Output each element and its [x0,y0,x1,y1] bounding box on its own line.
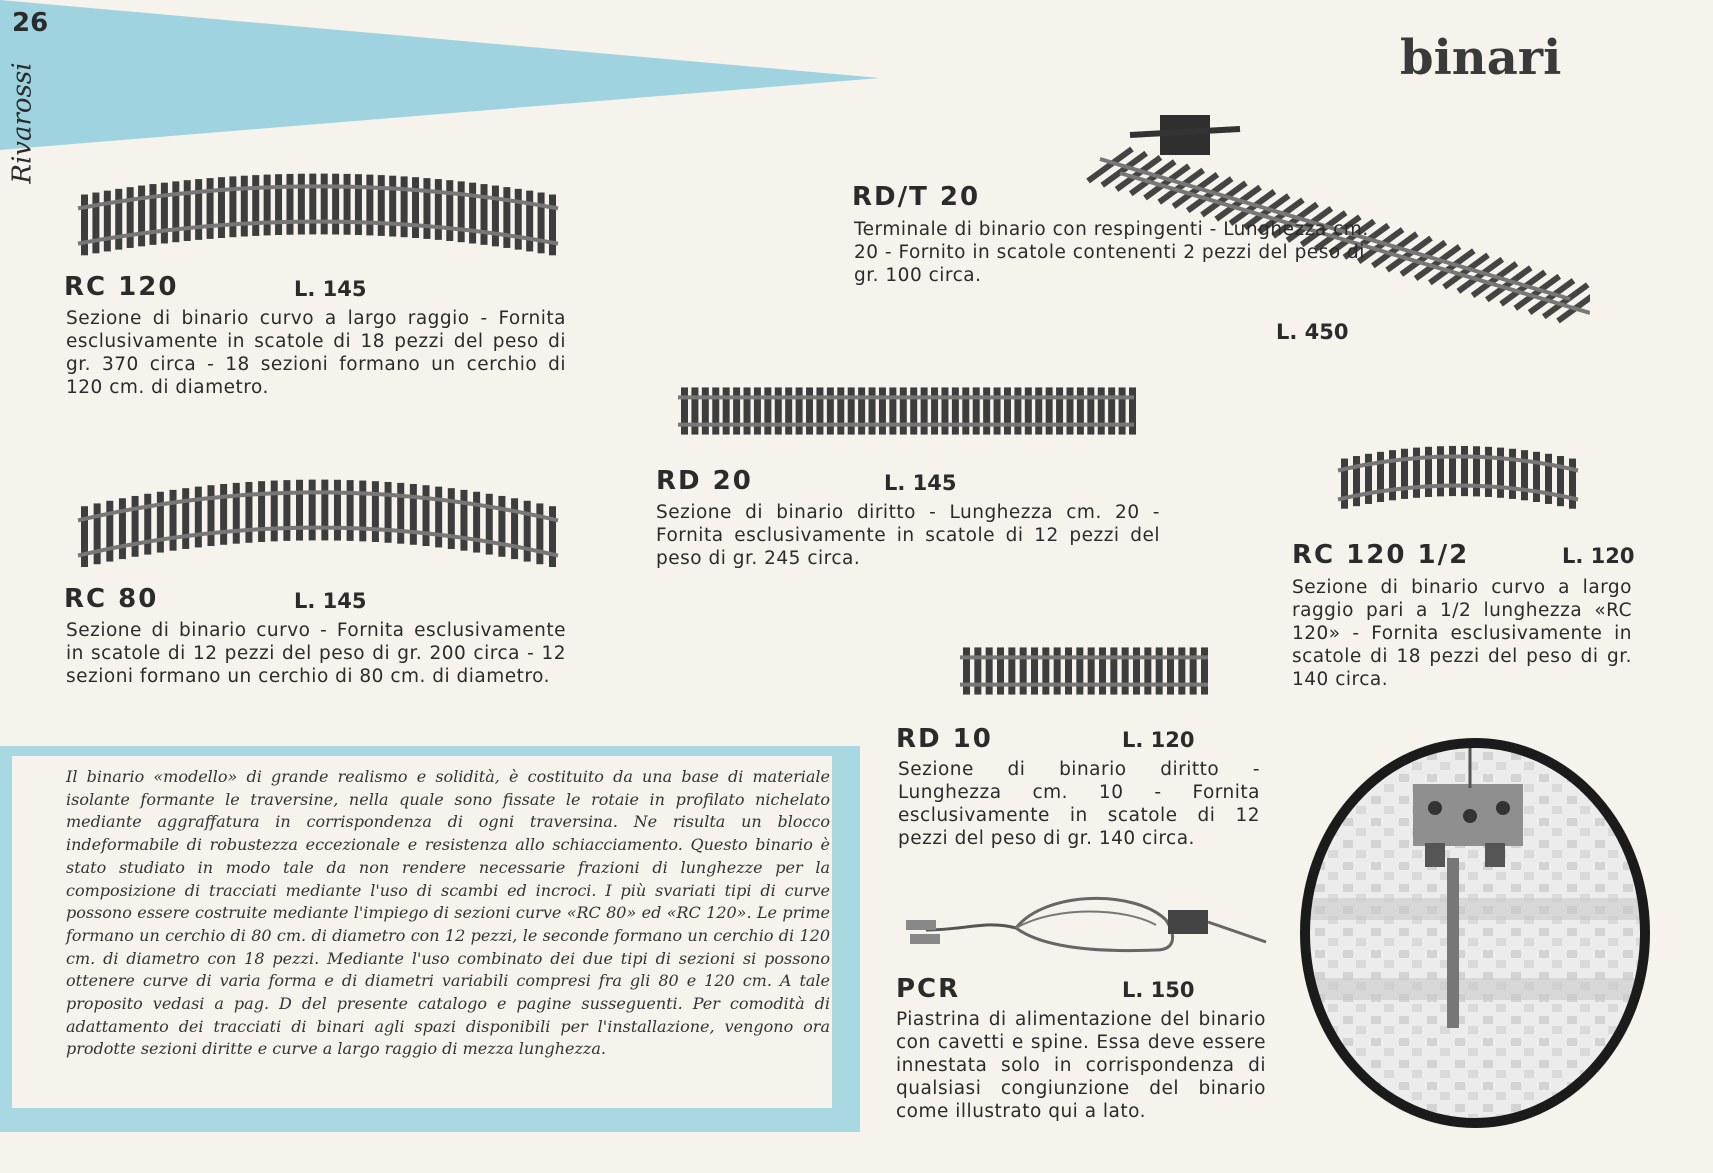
product-description: Piastrina di alimentazione del binario con cavetti e spine. Essa deve essere innestata solo in corrispondenza di qualsiasi congiunzione del binario come illustrato qui a lato. [896,1009,1266,1122]
power-cable-icon [906,880,1276,970]
product-description: Terminale di binario con respingenti - Lunghezza cm. 20 - Fornito in scatole contenenti 2 pezzi del peso di gr. 100 circa. [854,219,1369,286]
curved-track-icon [1338,438,1578,504]
info-text: Il binario «modello» di grande realismo e solidità, è costituito da una base di materiale isolante formante le traversine, nella quale sono fissate le rotaie in profilato nichelato mediante aggraffatura in corrispondenza di ogni traversina. Ne risulta un blocco indeformabile di robustezza eccezionale e resistenza allo schiacciamento. Questo binario è stato studiato in modo tale da non rendere necessarie frazioni di lunghezze per la composizione di tracciati mediante l'uso di scambi ed incroci. I più svariati tipi di curve possono essere costruite mediante l'impiego di sezioni curve «RC 80» ed «RC 120». Le prime formano un cerchio di 80 cm. di diametro con 12 pezzi, le seconde formano un cerchio di 120 cm. di diametro con 18 pezzi. Mediante l'uso combinato dei due tipi di sezioni si possono ottenere curve di varia forma e di diametri variabili compresi fra gli 80 e 120 cm. A tale proposito vedasi a pag. D del presente catalogo e pagine susseguenti. Per comodità di adattamento dei tracciati di binari agli spazi disponibili per l'installazione, vengono ora prodotte sezioni diritte e curve a largo raggio di mezza lunghezza. [66,767,830,1059]
product-description: Sezione di binario curvo a largo raggio pari a 1/2 lunghezza «RC 120» - Fornita esclusivamente in scatole di 18 pezzi del peso di gr. 140 circa. [1292,577,1632,690]
product-price: L. 145 [294,589,367,613]
straight-track-icon [678,380,1138,442]
page-number: 26 [12,8,49,38]
product-code: RC 80 [64,584,159,614]
page-title: binari [1400,30,1562,86]
curved-track-icon [78,470,558,550]
product-price: L. 145 [294,277,367,301]
product-code: RD 20 [656,466,753,496]
brand-logo: Rivarossi [7,62,38,184]
product-description: Sezione di binario diritto - Lunghezza cm. 20 - Fornita esclusivamente in scatole di 12 pezzi del peso di gr. 245 circa. [656,502,1160,569]
product-price: L. 120 [1562,544,1635,568]
connector-photo-icon [1285,728,1655,1148]
product-code: RD/T 20 [852,182,981,212]
product-description: Sezione di binario curvo a largo raggio - Fornita esclusivamente in scatole di 18 pezzi del peso di gr. 370 circa - 18 sezioni formano un cerchio di 120 cm. di diametro. [66,308,566,398]
product-code: RD 10 [896,724,993,754]
product-price: L. 150 [1122,978,1195,1002]
straight-track-icon [960,640,1210,702]
product-description: Sezione di binario diritto - Lunghezza cm. 10 - Fornita esclusivamente in scatole di 12 pezzi del peso di gr. 140 circa. [898,759,1260,849]
product-code: RC 120 [64,272,179,302]
curved-track-icon [78,164,558,244]
product-code: PCR [896,974,961,1004]
product-price: L. 120 [1122,728,1195,752]
product-price: L. 450 [1276,320,1349,344]
product-description: Sezione di binario curvo - Fornita esclusivamente in scatole di 12 pezzi del peso di gr. 200 circa - 12 sezioni formano un cerchio di 80 cm. di diametro. [66,620,566,687]
header-pennant [0,0,880,150]
product-code: RC 120 1/2 [1292,540,1470,570]
product-price: L. 145 [884,471,957,495]
